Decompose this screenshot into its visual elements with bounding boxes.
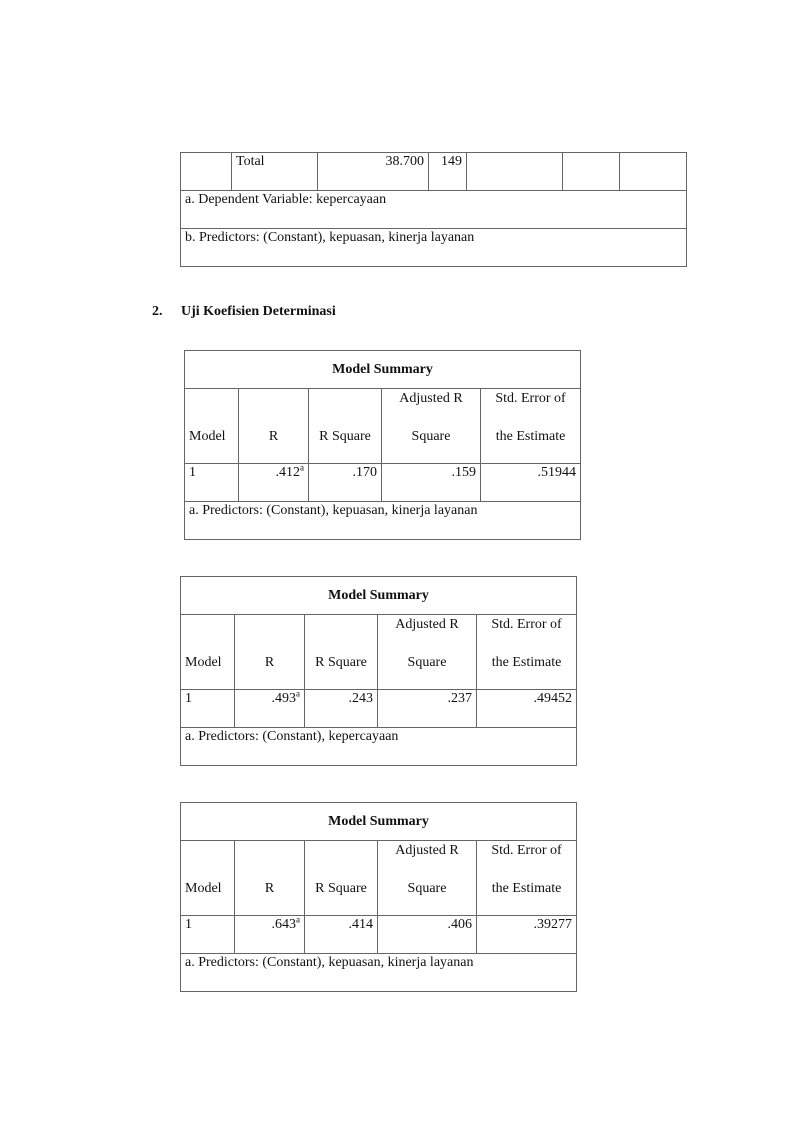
anova-total-row [181,153,687,191]
cell-model: 1 [181,916,235,954]
anova-empty-cell [467,153,563,191]
model-summary-footnote-row [181,954,577,992]
header-r-square: R Square [305,615,378,690]
anova-empty-cell [563,153,620,191]
model-summary-header-row [185,389,581,464]
model-summary-title: Model Summary [181,803,577,841]
header-adjusted-r-square: Adjusted R Square [378,615,477,690]
header-model: Model [181,615,235,690]
anova-total-sum-of-squares: 38.700 [318,153,429,191]
cell-r-square: .243 [305,690,378,728]
model-summary-title: Model Summary [181,577,577,615]
model-summary-table-2 [180,576,577,766]
model-summary-title-row [181,577,577,615]
anova-footnote-row [181,191,687,229]
cell-adjusted-r-square: .406 [378,916,477,954]
header-r-square: R Square [305,841,378,916]
model-summary-footnote-row [181,728,577,766]
model-summary-data-row [181,690,577,728]
anova-empty-cell [620,153,687,191]
cell-r-square: .170 [309,464,382,502]
header-r: R [239,389,309,464]
footnote-marker: a [296,915,300,925]
cell-std-error: .49452 [477,690,577,728]
section-title: Uji Koefisien Determinasi [181,304,336,319]
anova-table-tail [180,152,687,267]
header-r: R [235,615,305,690]
header-std-error: Std. Error of the Estimate [481,389,581,464]
header-r-square: R Square [309,389,382,464]
model-summary-table-3 [180,802,577,992]
header-r: R [235,841,305,916]
cell-r: .412$^a$ [239,464,309,502]
model-summary-table-1 [184,350,581,540]
footnote-marker: a [296,689,300,699]
anova-total-label: Total [232,153,318,191]
anova-footnote-predictors: b. Predictors: (Constant), kepuasan, kinerja layanan [181,229,687,267]
anova-total-df: 149 [429,153,467,191]
model-summary-data-row [181,916,577,954]
cell-model: 1 [181,690,235,728]
header-std-error: Std. Error of the Estimate [477,841,577,916]
model-summary-data-row [185,464,581,502]
cell-adjusted-r-square: .159 [382,464,481,502]
cell-std-error: .39277 [477,916,577,954]
header-adjusted-r-square: Adjusted R Square [382,389,481,464]
section-number: 2. [152,304,163,319]
model-summary-footnote: a. Predictors: (Constant), kepuasan, kinerja layanan [185,502,581,540]
header-model: Model [181,841,235,916]
cell-r-square: .414 [305,916,378,954]
model-summary-header-row [181,615,577,690]
model-summary-title: Model Summary [185,351,581,389]
header-std-error: Std. Error of the Estimate [477,615,577,690]
model-summary-title-row [185,351,581,389]
anova-empty-cell [181,153,232,191]
cell-r: .493$^a$ [235,690,305,728]
anova-footnote-row [181,229,687,267]
cell-std-error: .51944 [481,464,581,502]
header-adjusted-r-square: Adjusted R Square [378,841,477,916]
model-summary-header-row [181,841,577,916]
cell-model: 1 [185,464,239,502]
model-summary-footnote: a. Predictors: (Constant), kepercayaan [181,728,577,766]
anova-footnote-dependent: a. Dependent Variable: kepercayaan [181,191,687,229]
model-summary-footnote: a. Predictors: (Constant), kepuasan, kinerja layanan [181,954,577,992]
cell-adjusted-r-square: .237 [378,690,477,728]
cell-r: .643$^a$ [235,916,305,954]
footnote-marker: a [300,463,304,473]
section-heading [152,303,336,321]
model-summary-title-row [181,803,577,841]
header-model: Model [185,389,239,464]
model-summary-footnote-row [185,502,581,540]
